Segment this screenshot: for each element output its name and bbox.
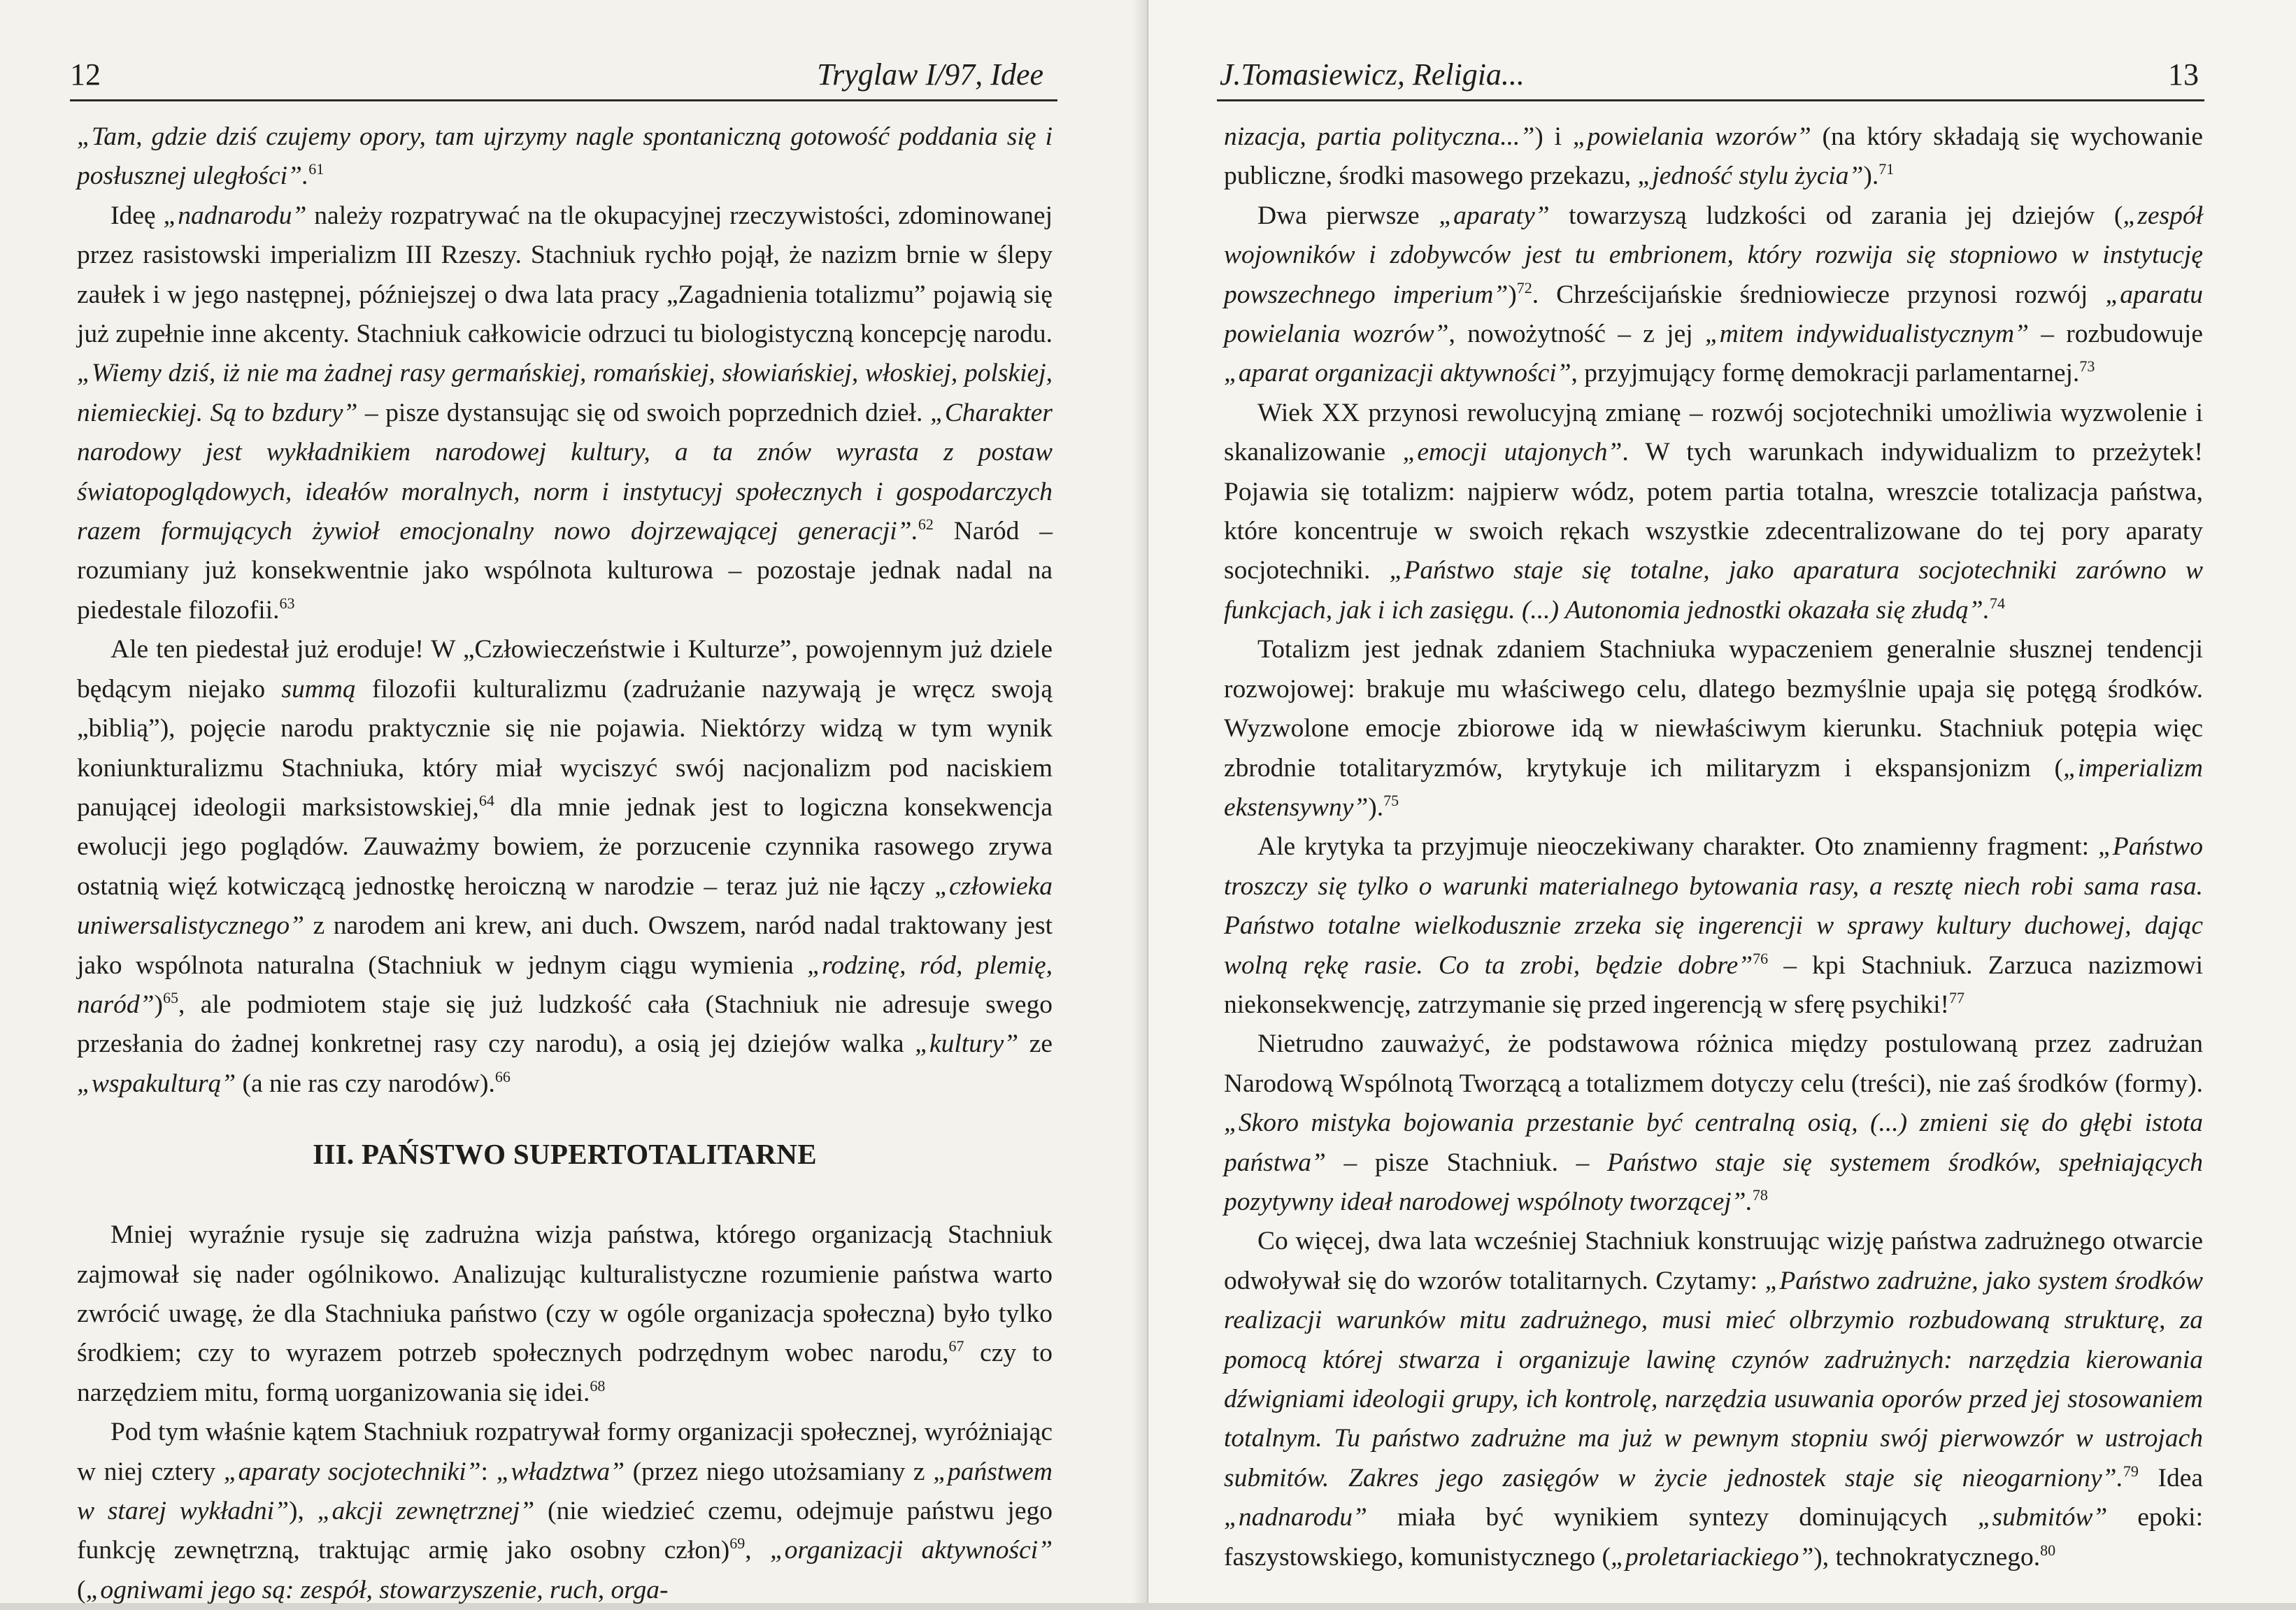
running-head: Tryglaw I/97, Idee — [817, 57, 1043, 92]
footnote-ref[interactable]: 72 — [1516, 278, 1532, 297]
footnote-ref[interactable]: 67 — [948, 1337, 964, 1355]
quote: „władztwa” — [496, 1457, 625, 1486]
footnote-ref[interactable]: 63 — [279, 594, 295, 612]
quote: „wspakulturą” — [77, 1069, 236, 1098]
quote: nizacja, partia polityczna...” — [1224, 122, 1535, 151]
quote: „mitem indywidualistycznym” — [1704, 320, 2029, 349]
left-page-header — [70, 50, 1057, 101]
paragraph: Nietrudno zauważyć, że podstawowa różnica między postulowaną przez zadrużan Narodową Wspólnotą Tworzącą a totalizmem dotyczy celu (treści), nie zaś środków (formy). „Skoro mistyka bojowania przestanie być centralną osią, (...) zmieni się do głębi istota państwa” – pisze Stachniuk. – Państwo staje się systemem środków, spełniających pozytywny ideał narodowej wspólnoty tworzącej”.$^{78}$ — [1224, 1030, 2203, 1216]
quote: „Państwo troszczy się tylko o warunki materialnego bytowania rasy, a resztę niech robi sama rasa. Państwo totalne wielkodusznie zrzeka się ingerencji w sprawy kultury duchowej, dając wolną rękę rasie. Co ta zrobi, będzie dobre” — [1224, 832, 2203, 980]
quote: „aparaty” — [1439, 201, 1550, 230]
quote: „kultury” — [915, 1030, 1019, 1059]
quote: „człowieka uniwersalistycznego” — [77, 871, 1053, 941]
footnote-ref[interactable]: 74 — [1990, 594, 2006, 612]
quote: „proletariackiego” — [1611, 1542, 1814, 1572]
quote: „Wiemy dziś, iż nie ma żadnej rasy germańskiej, romańskiej, słowiańskiej, włoskiej, polskiej, niemieckiej. Są to bzdury” — [77, 359, 1053, 427]
quote: „emocji utajonych” — [1402, 438, 1623, 467]
paragraph — [77, 117, 1053, 197]
footnote-ref[interactable]: 64 — [478, 791, 494, 809]
quote: „aparatu powielania wozrów” — [1224, 280, 2203, 349]
quote: „rodzinę, ród, plemię, naród” — [77, 950, 1053, 1019]
footnote-ref[interactable]: 76 — [1753, 949, 1769, 967]
footnote-ref[interactable]: 62 — [918, 515, 934, 534]
quote: „imperializm ekstensywny” — [1224, 753, 2203, 822]
quote: „nadnarodu” — [163, 201, 307, 230]
quote: „organizacji aktywności” — [769, 1536, 1053, 1565]
footnote-ref[interactable]: 80 — [2040, 1541, 2056, 1559]
left-page — [0, 0, 1148, 1603]
quote: „Charakter narodowy jest wykładnikiem narodowej kultury, a ta znów wyrasta z postaw światopoglądowych, ideałów moralnych, norm i instytucyj społecznych i gospodarczych razem formujących żywioł emocjonalny nowo dojrzewającej generacji”. — [77, 398, 1053, 546]
page-number: 12 — [70, 57, 101, 92]
left-page-body — [77, 117, 1053, 1610]
quote: „Skoro mistyka bojowania przestanie być centralną osią, (...) zmieni się do głębi istota państwa” — [1224, 1109, 2203, 1177]
footnote-ref[interactable]: 69 — [729, 1534, 746, 1553]
right-page — [1148, 0, 2296, 1603]
paragraph: Wiek XX przynosi rewolucyjną zmianę – rozwój socjotechniki umożliwia wyzwolenie i skanalizowanie „emocji utajonych”. W tych warunkach indywidualizm to przeżytek! Pojawia się totalizm: najpierw wódz, potem partia totalna, wreszcie totalizacja państwa, które koncentruje w swoich rękach wszystkie zdecentralizowane do tej pory aparaty socjotechniki. „Państwo staje się totalne, jako aparatura socjotechniki zarówno w funkcjach, jak i ich zasięgu. (...) Autonomia jednostki okazała się złudą”.$^{74}$ — [1224, 398, 2204, 625]
quote: „państwem w starej wykładni” — [77, 1457, 1053, 1525]
quote: „ogniwami jego są: zespół, stowarzyszenie, ruch, orga- — [85, 1575, 669, 1604]
footnote-ref[interactable]: 75 — [1383, 791, 1399, 809]
paragraph: Mniej wyraźnie rysuje się zadrużna wizja państwa, którego organizacją Stachniuk zajmował się nader ogólnikowo. Analizując kulturalistyczne rozumienie państwa warto zwrócić uwagę, że dla Stachniuka państwo (czy w ogóle organizacja społeczna) było tylko środkiem; czy to wyrazem potrzeb społecznych podrzędnym wobec narodu,$^{67}$ czy to narzędziem mitu, formą uorganizowania się idei.$^{68}$ — [77, 1220, 1053, 1407]
quote: „jedność stylu życia” — [1637, 162, 1864, 191]
page-number: 13 — [2168, 57, 2199, 92]
quote: „akcji zewnętrznej” — [317, 1497, 535, 1525]
section-heading: III. PAŃSTWO SUPERTOTALITARNE — [313, 1138, 817, 1171]
paragraph: Pod tym właśnie kątem Stachniuk rozpatrywał formy organizacji społecznej, wyróżniając w niej cztery „aparaty socjotechniki”: „władztwa” (przez niego utożsamiany z „państwem w starej wykładni”), „akcji zewnętrznej” (nie wiedzieć czemu, odejmuje państwu jego funkcję zewnętrzną, traktując armię jako osobny człon)$^{69}$, „organizacji aktywności” („ogniwami jego są: zespół, stowarzyszenie, ruch, orga- — [77, 1418, 1053, 1604]
paragraph: nizacja, partia polityczna...”) i „powielania wzorów” (na który składają się wychowanie publiczne, środki masowego przekazu, „jedność stylu życia”).$^{71}$ — [1224, 122, 2203, 191]
quote: „aparaty socjotechniki” — [223, 1457, 481, 1486]
footnote-ref[interactable]: 79 — [2123, 1462, 2139, 1480]
paragraph: Dwa pierwsze „aparaty” towarzyszą ludzkości od zarania jej dziejów („zespół wojowników i zdobywców jest tu embrionem, który rozwija się stopniowo w instytucję powszechnego imperium”)$^{72}$. Chrześcijańskie średniowiecze przynosi rozwój „aparatu powielania wozrów”, nowożytność – z jej „mitem indywidualistycznym” – rozbudowuje „aparat organizacji aktywności”, przyjmujący formę demokracji parlamentarnej.$^{73}$ — [1224, 201, 2203, 388]
quote: Państwo staje się systemem środków, spełniających pozytywny ideał narodowej wspólnoty tworzącej”. — [1224, 1148, 2203, 1216]
paragraph: Ale krytyka ta przyjmuje nieoczekiwany charakter. Oto znamienny fragment: „Państwo troszczy się tylko o warunki materialnego bytowania rasy, a resztę niech robi sama rasa. Państwo totalne wielkodusznie zrzeka się ingerencji w sprawy kultury duchowej, dając wolną rękę rasie. Co ta zrobi, będzie dobre”$^{76}$ – kpi Stachniuk. Zarzuca nazizmowi niekonsekwencję, zatrzymanie się przed ingerencją w sferę psychiki!$^{77}$ — [1224, 832, 2203, 1019]
footnote-ref[interactable]: 61 — [308, 160, 325, 178]
quote: „submitów” — [1977, 1503, 2108, 1532]
quote: „zespół wojowników i zdobywców jest tu embrionem, który rozwija się stopniowo w instytucję powszechnego imperium” — [1224, 201, 2203, 309]
quote: „Państwo zadrużne, jako system środków realizacji warunków mitu zadrużnego, musi mieć olbrzymio rozbudowaną strukturę, za pomocą której stwarza i organizuje lawinę czynów zadrużnych: narzędzia kierowania dźwigniami ideologii grupy, ich kontrolę, narzędzia usuwania oporów przed jej stosowaniem totalnym. Tu państwo zadrużne ma już w pewnym stopniu swój pierwowzór w ustrojach submitów. Zakres jego zasięgów w życie jednostek staje się nieogarniony”. — [1224, 1266, 2203, 1493]
paragraph: Ideę „nadnarodu” należy rozpatrywać na tle okupacyjnej rzeczywistości, zdominowanej przez rasistowski imperializm III Rzeszy. Stachniuk rychło pojął, że nazizm brnie w ślepy zaułek i w jego następnej, późniejszej o dwa lata pracy „Zagadnienia totalizmu” pojawią się już zupełnie inne akcenty. Stachniuk całkowicie odrzuci tu biologistyczną koncepcję narodu. „Wiemy dziś, iż nie ma żadnej rasy germańskiej, romańskiej, słowiańskiej, włoskiej, polskiej, niemieckiej. Są to bzdury” – pisze dystansując się od swoich poprzednich dzieł. „Charakter narodowy jest wykładnikiem narodowej kultury, a ta znów wyrasta z postaw światopoglądowych, ideałów moralnych, norm i instytucyj społecznych i gospodarczych razem formujących żywioł emocjonalny nowo dojrzewającej generacji”.$^{62}$ Naród – rozumiany już konsekwentnie jako wspólnota kulturowa – pozostaje jednak nadal na piedestale filozofii.$^{63}$ — [77, 201, 1053, 625]
paragraph: Co więcej, dwa lata wcześniej Stachniuk konstruując wizję państwa zadrużnego otwarcie odwoływał się do wzorów totalitarnych. Czytamy: „Państwo zadrużne, jako system środków realizacji warunków mitu zadrużnego, musi mieć olbrzymio rozbudowaną strukturę, za pomocą której stwarza i organizuje lawinę czynów zadrużnych: narzędzia kierowania dźwigniami ideologii grupy, ich kontrolę, narzędzia usuwania oporów przed jej stosowaniem totalnym. Tu państwo zadrużne ma już w pewnym stopniu swój pierwowzór w ustrojach submitów. Zakres jego zasięgów w życie jednostek staje się nieogarniony”.$^{79}$ Idea „nadnarodu” miała być wynikiem syntezy dominujących „submitów” epoki: faszystowskiego, komunistycznego („proletariackiego”), technokratycznego.$^{80}$ — [1224, 1227, 2203, 1572]
quote: „aparat organizacji aktywności” — [1224, 359, 1571, 388]
quote: „Państwo staje się totalne, jako aparatura socjotechniki zarówno w funkcjach, jak i ich zasięgu. (...) Autonomia jednostki okazała się złudą”. — [1224, 556, 2203, 625]
footnote-ref[interactable]: 73 — [2079, 357, 2095, 376]
footnote-ref[interactable]: 71 — [1878, 160, 1895, 178]
paragraph: Totalizm jest jednak zdaniem Stachniuka wypaczeniem generalnie słusznej tendencji rozwojowej: brakuje mu właściwego celu, dlatego bezmyślnie upaja się potęgą środków. Wyzwolone emocje zbiorowe idą w niewłaściwym kierunku. Stachniuk potępia więc zbrodnie totalitaryzmów, krytykuje ich militaryzm i ekspansjonizm („imperializm ekstensywny”).$^{75}$ — [1224, 635, 2203, 822]
paragraph: Ale ten piedestał już eroduje! W „Człowieczeństwie i Kulturze”, powojennym już dziele będącym niejako summą filozofii kulturalizmu (zadrużanie nazywają je wręcz swoją „biblią”), pojęcie narodu praktycznie się nie pojawia. Niektórzy widzą w tym wynik koniunkturalizmu Stachniuka, który miał wyciszyć swój nacjonalizm pod naciskiem panującej ideologii marksistowskiej,$^{64}$ dla mnie jednak jest to logiczna konsekwencja ewolucji jego poglądów. Zauważmy bowiem, że porzucenie czynnika rasowego zrywa ostatnią więź kotwiczącą jednostkę heroiczną w narodzie – teraz już nie łączy „człowieka uniwersalistycznego” z narodem ani krew, ani duch. Owszem, naród nadal traktowany jest jako wspólnota naturalna (Stachniuk w jednym ciągu wymienia „rodzinę, ród, plemię, naród”)$^{65}$, ale podmiotem staje się już ludzkość cała (Stachniuk nie adresuje swego przesłania do żadnej konkretnej rasy czy narodu), a osią jej dziejów walka „kultury” ze „wspakulturą” (a nie ras czy narodów).$^{66}$ — [77, 635, 1053, 1098]
footnote-ref[interactable]: 66 — [494, 1067, 511, 1085]
quote: „Tam, gdzie dziś czujemy opory, tam ujrzymy nagle spontaniczną gotowość poddania się i posłusznej uległości”. — [77, 122, 1053, 191]
footnote-ref[interactable]: 65 — [162, 988, 178, 1006]
footnote-ref[interactable]: 78 — [1752, 1185, 1768, 1204]
right-page-body — [1224, 117, 2203, 1577]
quote: „nadnarodu” — [1224, 1503, 1367, 1532]
right-page-header — [1217, 50, 2204, 101]
footnote-ref[interactable]: 77 — [1949, 988, 1965, 1006]
running-head: J.Tomasiewicz, Religia... — [1220, 57, 1525, 92]
footnote-ref[interactable]: 68 — [590, 1376, 606, 1395]
quote: „powielania wzorów” — [1572, 122, 1811, 151]
